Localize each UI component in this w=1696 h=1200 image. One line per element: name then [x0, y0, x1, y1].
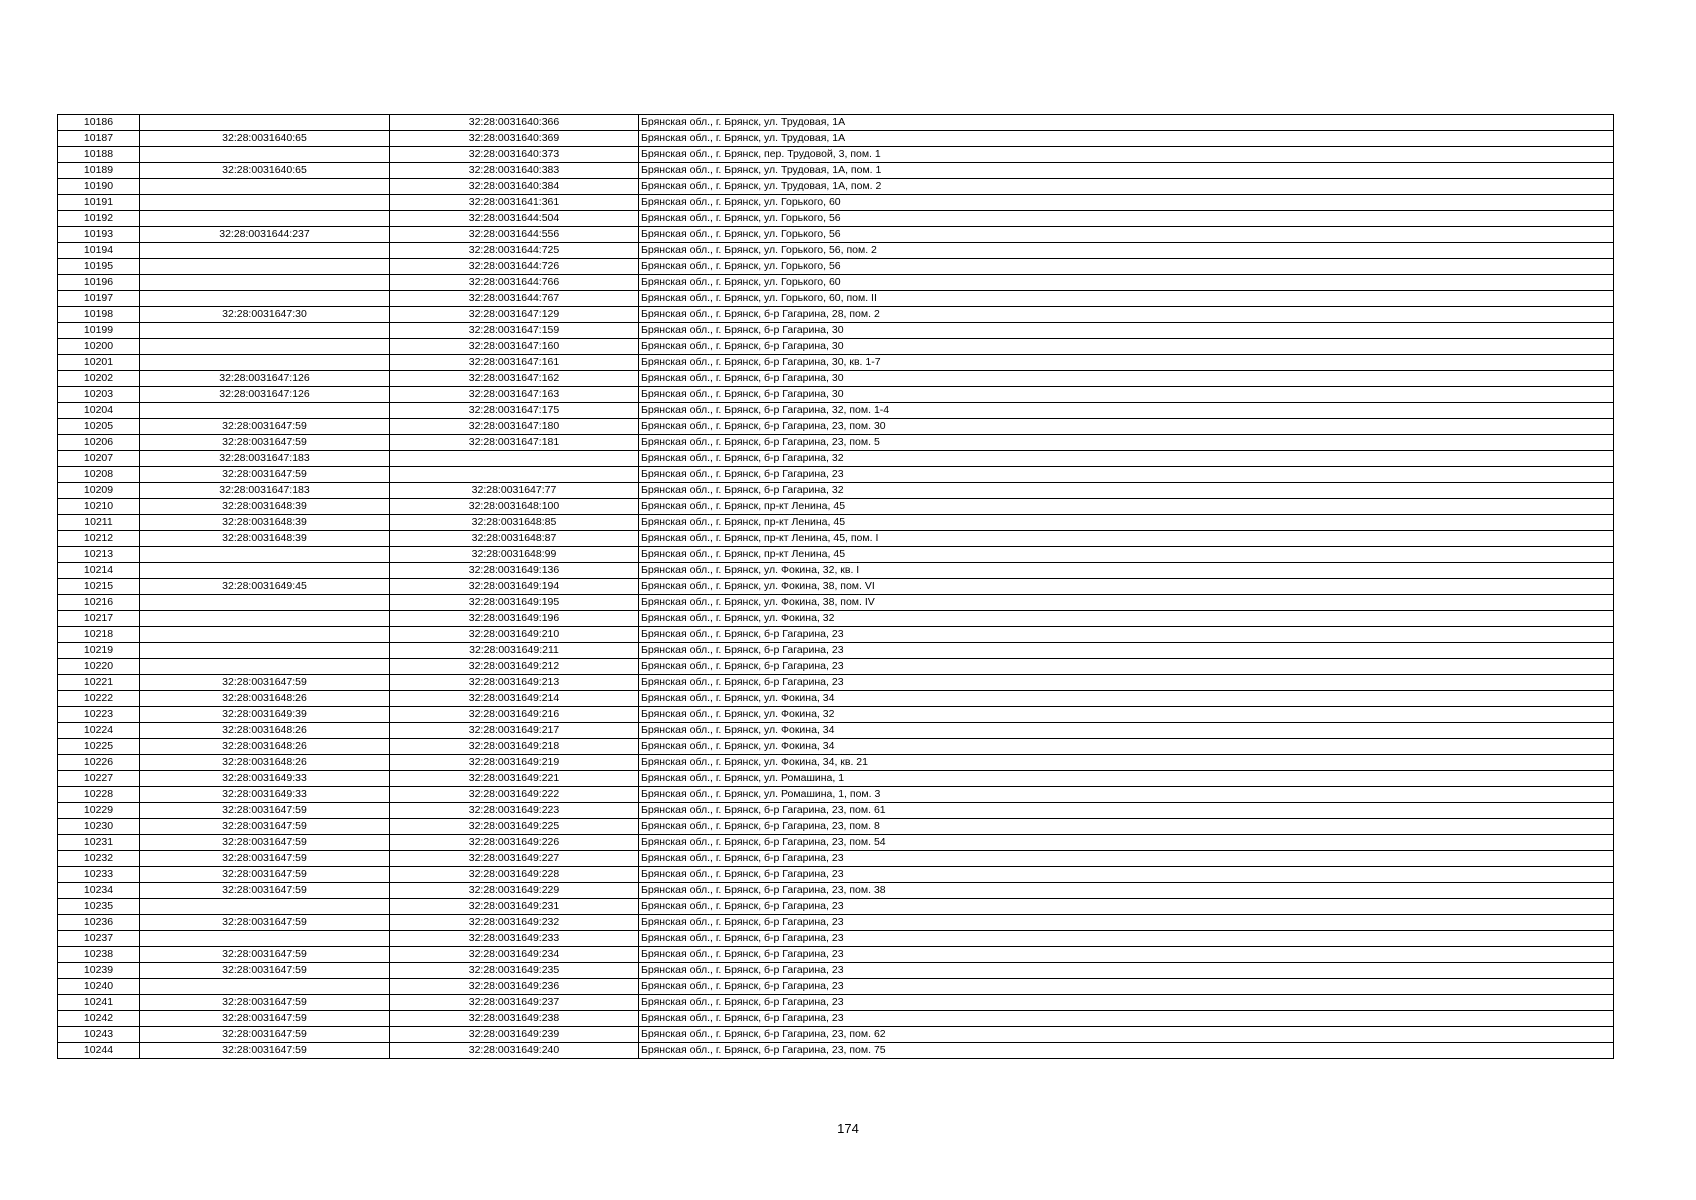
cadastral-number-cell: 32:28:0031647:160 — [390, 339, 639, 355]
address-cell: Брянская обл., г. Брянск, ул. Трудовая, 1А — [639, 115, 1614, 131]
table-row — [58, 723, 1614, 739]
cadastral-number-cell: 32:28:0031649:226 — [390, 835, 639, 851]
address-cell: Брянская обл., г. Брянск, ул. Трудовая, 1А, пом. 1 — [639, 163, 1614, 179]
table-row — [58, 131, 1614, 147]
parent-cadastral-number-cell: 32:28:0031647:59 — [140, 947, 390, 963]
cadastral-number-cell: 32:28:0031644:504 — [390, 211, 639, 227]
address-cell: Брянская обл., г. Брянск, ул. Фокина, 34 — [639, 739, 1614, 755]
table-row — [58, 483, 1614, 499]
table-row — [58, 1043, 1614, 1059]
parent-cadastral-number-cell: 32:28:0031647:183 — [140, 483, 390, 499]
cadastral-number-cell: 32:28:0031649:212 — [390, 659, 639, 675]
table-row — [58, 179, 1614, 195]
address-cell: Брянская обл., г. Брянск, б-р Гагарина, 23 — [639, 915, 1614, 931]
table-row — [58, 675, 1614, 691]
cadastral-number-cell: 32:28:0031649:217 — [390, 723, 639, 739]
row-number-cell: 10243 — [58, 1027, 140, 1043]
table-row — [58, 499, 1614, 515]
table-row — [58, 915, 1614, 931]
row-number-cell: 10228 — [58, 787, 140, 803]
parent-cadastral-number-cell: 32:28:0031648:39 — [140, 499, 390, 515]
cadastral-number-cell: 32:28:0031647:163 — [390, 387, 639, 403]
registry-table — [57, 114, 1614, 1059]
cadastral-number-cell: 32:28:0031649:136 — [390, 563, 639, 579]
address-cell: Брянская обл., г. Брянск, ул. Фокина, 32 — [639, 707, 1614, 723]
cadastral-number-cell: 32:28:0031649:235 — [390, 963, 639, 979]
cadastral-number-cell: 32:28:0031649:222 — [390, 787, 639, 803]
address-cell: Брянская обл., г. Брянск, ул. Фокина, 32 — [639, 611, 1614, 627]
address-cell: Брянская обл., г. Брянск, ул. Горького, 60 — [639, 195, 1614, 211]
cadastral-number-cell: 32:28:0031649:196 — [390, 611, 639, 627]
cadastral-number-cell — [390, 467, 639, 483]
address-cell: Брянская обл., г. Брянск, ул. Фокина, 38, пом. VI — [639, 579, 1614, 595]
parent-cadastral-number-cell — [140, 563, 390, 579]
address-cell: Брянская обл., г. Брянск, б-р Гагарина, 30 — [639, 387, 1614, 403]
parent-cadastral-number-cell — [140, 339, 390, 355]
table-row — [58, 755, 1614, 771]
cadastral-number-cell: 32:28:0031649:232 — [390, 915, 639, 931]
table-row — [58, 531, 1614, 547]
row-number-cell: 10236 — [58, 915, 140, 931]
parent-cadastral-number-cell: 32:28:0031647:59 — [140, 803, 390, 819]
cadastral-number-cell: 32:28:0031644:767 — [390, 291, 639, 307]
cadastral-number-cell: 32:28:0031649:213 — [390, 675, 639, 691]
table-row — [58, 611, 1614, 627]
table-row — [58, 387, 1614, 403]
address-cell: Брянская обл., г. Брянск, б-р Гагарина, 23, пом. 5 — [639, 435, 1614, 451]
parent-cadastral-number-cell — [140, 243, 390, 259]
table-row — [58, 275, 1614, 291]
parent-cadastral-number-cell — [140, 259, 390, 275]
table-row — [58, 643, 1614, 659]
row-number-cell: 10231 — [58, 835, 140, 851]
row-number-cell: 10223 — [58, 707, 140, 723]
address-cell: Брянская обл., г. Брянск, пер. Трудовой, 3, пом. 1 — [639, 147, 1614, 163]
row-number-cell: 10200 — [58, 339, 140, 355]
row-number-cell: 10221 — [58, 675, 140, 691]
row-number-cell: 10217 — [58, 611, 140, 627]
parent-cadastral-number-cell — [140, 931, 390, 947]
table-row — [58, 451, 1614, 467]
table-row — [58, 563, 1614, 579]
parent-cadastral-number-cell — [140, 979, 390, 995]
row-number-cell: 10226 — [58, 755, 140, 771]
address-cell: Брянская обл., г. Брянск, б-р Гагарина, 23 — [639, 675, 1614, 691]
cadastral-number-cell: 32:28:0031640:383 — [390, 163, 639, 179]
table-row — [58, 867, 1614, 883]
address-cell: Брянская обл., г. Брянск, пр-кт Ленина, 45 — [639, 547, 1614, 563]
cadastral-number-cell: 32:28:0031640:366 — [390, 115, 639, 131]
row-number-cell: 10229 — [58, 803, 140, 819]
cadastral-number-cell: 32:28:0031649:237 — [390, 995, 639, 1011]
parent-cadastral-number-cell: 32:28:0031647:59 — [140, 883, 390, 899]
parent-cadastral-number-cell — [140, 211, 390, 227]
cadastral-number-cell: 32:28:0031644:766 — [390, 275, 639, 291]
cadastral-number-cell: 32:28:0031647:180 — [390, 419, 639, 435]
table-row — [58, 403, 1614, 419]
cadastral-number-cell: 32:28:0031640:373 — [390, 147, 639, 163]
parent-cadastral-number-cell — [140, 147, 390, 163]
parent-cadastral-number-cell — [140, 179, 390, 195]
row-number-cell: 10214 — [58, 563, 140, 579]
row-number-cell: 10216 — [58, 595, 140, 611]
address-cell: Брянская обл., г. Брянск, б-р Гагарина, 23 — [639, 467, 1614, 483]
address-cell: Брянская обл., г. Брянск, б-р Гагарина, 30 — [639, 339, 1614, 355]
table-row — [58, 259, 1614, 275]
cadastral-number-cell: 32:28:0031647:181 — [390, 435, 639, 451]
row-number-cell: 10206 — [58, 435, 140, 451]
row-number-cell: 10188 — [58, 147, 140, 163]
row-number-cell: 10204 — [58, 403, 140, 419]
row-number-cell: 10194 — [58, 243, 140, 259]
parent-cadastral-number-cell: 32:28:0031647:30 — [140, 307, 390, 323]
table-row — [58, 995, 1614, 1011]
row-number-cell: 10208 — [58, 467, 140, 483]
parent-cadastral-number-cell: 32:28:0031648:26 — [140, 723, 390, 739]
table-row — [58, 323, 1614, 339]
row-number-cell: 10201 — [58, 355, 140, 371]
table-row — [58, 147, 1614, 163]
table-row — [58, 307, 1614, 323]
parent-cadastral-number-cell — [140, 643, 390, 659]
cadastral-number-cell: 32:28:0031647:175 — [390, 403, 639, 419]
address-cell: Брянская обл., г. Брянск, ул. Трудовая, 1А, пом. 2 — [639, 179, 1614, 195]
cadastral-number-cell: 32:28:0031644:725 — [390, 243, 639, 259]
cadastral-number-cell: 32:28:0031649:216 — [390, 707, 639, 723]
row-number-cell: 10213 — [58, 547, 140, 563]
cadastral-number-cell: 32:28:0031647:162 — [390, 371, 639, 387]
row-number-cell: 10242 — [58, 1011, 140, 1027]
cadastral-number-cell: 32:28:0031649:225 — [390, 819, 639, 835]
address-cell: Брянская обл., г. Брянск, пр-кт Ленина, 45 — [639, 499, 1614, 515]
parent-cadastral-number-cell: 32:28:0031647:59 — [140, 867, 390, 883]
parent-cadastral-number-cell: 32:28:0031649:45 — [140, 579, 390, 595]
cadastral-number-cell: 32:28:0031649:195 — [390, 595, 639, 611]
row-number-cell: 10198 — [58, 307, 140, 323]
parent-cadastral-number-cell: 32:28:0031649:33 — [140, 787, 390, 803]
address-cell: Брянская обл., г. Брянск, б-р Гагарина, 23 — [639, 1011, 1614, 1027]
parent-cadastral-number-cell: 32:28:0031640:65 — [140, 131, 390, 147]
row-number-cell: 10186 — [58, 115, 140, 131]
cadastral-number-cell: 32:28:0031648:87 — [390, 531, 639, 547]
row-number-cell: 10199 — [58, 323, 140, 339]
cadastral-number-cell: 32:28:0031649:194 — [390, 579, 639, 595]
parent-cadastral-number-cell: 32:28:0031647:59 — [140, 1043, 390, 1059]
parent-cadastral-number-cell — [140, 899, 390, 915]
row-number-cell: 10219 — [58, 643, 140, 659]
cadastral-number-cell: 32:28:0031641:361 — [390, 195, 639, 211]
table-row — [58, 211, 1614, 227]
table-row — [58, 627, 1614, 643]
table-row — [58, 835, 1614, 851]
row-number-cell: 10238 — [58, 947, 140, 963]
row-number-cell: 10202 — [58, 371, 140, 387]
address-cell: Брянская обл., г. Брянск, ул. Фокина, 34 — [639, 691, 1614, 707]
table-row — [58, 227, 1614, 243]
address-cell: Брянская обл., г. Брянск, ул. Фокина, 34 — [639, 723, 1614, 739]
address-cell: Брянская обл., г. Брянск, б-р Гагарина, 23, пом. 38 — [639, 883, 1614, 899]
address-cell: Брянская обл., г. Брянск, ул. Горького, 56, пом. 2 — [639, 243, 1614, 259]
parent-cadastral-number-cell — [140, 323, 390, 339]
address-cell: Брянская обл., г. Брянск, ул. Горького, 60, пом. II — [639, 291, 1614, 307]
row-number-cell: 10225 — [58, 739, 140, 755]
address-cell: Брянская обл., г. Брянск, ул. Горького, 56 — [639, 211, 1614, 227]
parent-cadastral-number-cell — [140, 403, 390, 419]
row-number-cell: 10193 — [58, 227, 140, 243]
address-cell: Брянская обл., г. Брянск, б-р Гагарина, 23 — [639, 627, 1614, 643]
parent-cadastral-number-cell: 32:28:0031647:59 — [140, 963, 390, 979]
row-number-cell: 10192 — [58, 211, 140, 227]
cadastral-number-cell: 32:28:0031649:231 — [390, 899, 639, 915]
parent-cadastral-number-cell: 32:28:0031648:26 — [140, 691, 390, 707]
row-number-cell: 10207 — [58, 451, 140, 467]
table-row — [58, 291, 1614, 307]
table-row — [58, 963, 1614, 979]
cadastral-number-cell: 32:28:0031649:234 — [390, 947, 639, 963]
parent-cadastral-number-cell — [140, 291, 390, 307]
row-number-cell: 10209 — [58, 483, 140, 499]
parent-cadastral-number-cell: 32:28:0031647:59 — [140, 1011, 390, 1027]
cadastral-number-cell: 32:28:0031648:100 — [390, 499, 639, 515]
address-cell: Брянская обл., г. Брянск, б-р Гагарина, 30 — [639, 323, 1614, 339]
table-row — [58, 355, 1614, 371]
table-row — [58, 1027, 1614, 1043]
parent-cadastral-number-cell: 32:28:0031647:59 — [140, 1027, 390, 1043]
parent-cadastral-number-cell: 32:28:0031647:59 — [140, 467, 390, 483]
cadastral-number-cell: 32:28:0031647:161 — [390, 355, 639, 371]
address-cell: Брянская обл., г. Брянск, б-р Гагарина, 23 — [639, 995, 1614, 1011]
parent-cadastral-number-cell: 32:28:0031647:126 — [140, 387, 390, 403]
address-cell: Брянская обл., г. Брянск, б-р Гагарина, 23 — [639, 659, 1614, 675]
cadastral-number-cell: 32:28:0031649:210 — [390, 627, 639, 643]
parent-cadastral-number-cell: 32:28:0031648:26 — [140, 739, 390, 755]
table-row — [58, 883, 1614, 899]
cadastral-number-cell: 32:28:0031649:233 — [390, 931, 639, 947]
row-number-cell: 10235 — [58, 899, 140, 915]
parent-cadastral-number-cell: 32:28:0031647:59 — [140, 835, 390, 851]
parent-cadastral-number-cell: 32:28:0031647:183 — [140, 451, 390, 467]
address-cell: Брянская обл., г. Брянск, б-р Гагарина, 23 — [639, 851, 1614, 867]
parent-cadastral-number-cell — [140, 547, 390, 563]
table-row — [58, 979, 1614, 995]
address-cell: Брянская обл., г. Брянск, б-р Гагарина, 30 — [639, 371, 1614, 387]
cadastral-number-cell: 32:28:0031647:77 — [390, 483, 639, 499]
address-cell: Брянская обл., г. Брянск, ул. Горького, 60 — [639, 275, 1614, 291]
table-row — [58, 947, 1614, 963]
row-number-cell: 10224 — [58, 723, 140, 739]
address-cell: Брянская обл., г. Брянск, б-р Гагарина, 23 — [639, 867, 1614, 883]
parent-cadastral-number-cell — [140, 659, 390, 675]
parent-cadastral-number-cell: 32:28:0031647:59 — [140, 819, 390, 835]
row-number-cell: 10230 — [58, 819, 140, 835]
address-cell: Брянская обл., г. Брянск, ул. Фокина, 32, кв. I — [639, 563, 1614, 579]
table-row — [58, 819, 1614, 835]
cadastral-number-cell: 32:28:0031649:229 — [390, 883, 639, 899]
table-row — [58, 515, 1614, 531]
cadastral-number-cell: 32:28:0031648:99 — [390, 547, 639, 563]
row-number-cell: 10196 — [58, 275, 140, 291]
address-cell: Брянская обл., г. Брянск, б-р Гагарина, 23, пом. 61 — [639, 803, 1614, 819]
address-cell: Брянская обл., г. Брянск, б-р Гагарина, 23, пом. 62 — [639, 1027, 1614, 1043]
parent-cadastral-number-cell: 32:28:0031647:59 — [140, 995, 390, 1011]
row-number-cell: 10189 — [58, 163, 140, 179]
parent-cadastral-number-cell: 32:28:0031644:237 — [140, 227, 390, 243]
cadastral-number-cell: 32:28:0031649:221 — [390, 771, 639, 787]
table-row — [58, 243, 1614, 259]
cadastral-number-cell: 32:28:0031649:228 — [390, 867, 639, 883]
table-row — [58, 467, 1614, 483]
registry-table-body — [58, 115, 1614, 1059]
cadastral-number-cell: 32:28:0031647:129 — [390, 307, 639, 323]
cadastral-number-cell: 32:28:0031649:239 — [390, 1027, 639, 1043]
row-number-cell: 10210 — [58, 499, 140, 515]
table-row — [58, 595, 1614, 611]
table-row — [58, 787, 1614, 803]
table-row — [58, 803, 1614, 819]
parent-cadastral-number-cell: 32:28:0031649:33 — [140, 771, 390, 787]
row-number-cell: 10222 — [58, 691, 140, 707]
cadastral-number-cell: 32:28:0031640:384 — [390, 179, 639, 195]
row-number-cell: 10187 — [58, 131, 140, 147]
cadastral-number-cell: 32:28:0031649:218 — [390, 739, 639, 755]
row-number-cell: 10212 — [58, 531, 140, 547]
parent-cadastral-number-cell: 32:28:0031647:59 — [140, 419, 390, 435]
parent-cadastral-number-cell — [140, 195, 390, 211]
table-row — [58, 435, 1614, 451]
table-row — [58, 371, 1614, 387]
row-number-cell: 10232 — [58, 851, 140, 867]
parent-cadastral-number-cell — [140, 115, 390, 131]
address-cell: Брянская обл., г. Брянск, б-р Гагарина, 23, пом. 8 — [639, 819, 1614, 835]
address-cell: Брянская обл., г. Брянск, ул. Ромашина, 1 — [639, 771, 1614, 787]
row-number-cell: 10191 — [58, 195, 140, 211]
cadastral-number-cell: 32:28:0031649:223 — [390, 803, 639, 819]
cadastral-number-cell: 32:28:0031649:211 — [390, 643, 639, 659]
cadastral-number-cell: 32:28:0031644:556 — [390, 227, 639, 243]
cadastral-number-cell: 32:28:0031649:238 — [390, 1011, 639, 1027]
parent-cadastral-number-cell: 32:28:0031648:39 — [140, 531, 390, 547]
parent-cadastral-number-cell — [140, 611, 390, 627]
address-cell: Брянская обл., г. Брянск, б-р Гагарина, 23, пом. 30 — [639, 419, 1614, 435]
address-cell: Брянская обл., г. Брянск, б-р Гагарина, 23 — [639, 947, 1614, 963]
cadastral-number-cell: 32:28:0031649:214 — [390, 691, 639, 707]
cadastral-number-cell: 32:28:0031649:236 — [390, 979, 639, 995]
address-cell: Брянская обл., г. Брянск, б-р Гагарина, 23 — [639, 963, 1614, 979]
row-number-cell: 10203 — [58, 387, 140, 403]
address-cell: Брянская обл., г. Брянск, б-р Гагарина, 32 — [639, 483, 1614, 499]
table-row — [58, 707, 1614, 723]
address-cell: Брянская обл., г. Брянск, б-р Гагарина, 23, пом. 54 — [639, 835, 1614, 851]
row-number-cell: 10241 — [58, 995, 140, 1011]
parent-cadastral-number-cell: 32:28:0031640:65 — [140, 163, 390, 179]
table-row — [58, 931, 1614, 947]
row-number-cell: 10244 — [58, 1043, 140, 1059]
cadastral-number-cell: 32:28:0031640:369 — [390, 131, 639, 147]
parent-cadastral-number-cell: 32:28:0031647:59 — [140, 915, 390, 931]
table-row — [58, 851, 1614, 867]
table-row — [58, 115, 1614, 131]
address-cell: Брянская обл., г. Брянск, пр-кт Ленина, 45, пом. I — [639, 531, 1614, 547]
row-number-cell: 10211 — [58, 515, 140, 531]
address-cell: Брянская обл., г. Брянск, б-р Гагарина, 32, пом. 1-4 — [639, 403, 1614, 419]
row-number-cell: 10205 — [58, 419, 140, 435]
cadastral-number-cell: 32:28:0031649:219 — [390, 755, 639, 771]
table-row — [58, 195, 1614, 211]
parent-cadastral-number-cell — [140, 627, 390, 643]
address-cell: Брянская обл., г. Брянск, б-р Гагарина, 23 — [639, 979, 1614, 995]
cadastral-number-cell: 32:28:0031649:227 — [390, 851, 639, 867]
address-cell: Брянская обл., г. Брянск, б-р Гагарина, 32 — [639, 451, 1614, 467]
table-row — [58, 739, 1614, 755]
parent-cadastral-number-cell: 32:28:0031647:59 — [140, 435, 390, 451]
parent-cadastral-number-cell: 32:28:0031648:26 — [140, 755, 390, 771]
table-row — [58, 339, 1614, 355]
parent-cadastral-number-cell: 32:28:0031649:39 — [140, 707, 390, 723]
parent-cadastral-number-cell — [140, 275, 390, 291]
row-number-cell: 10240 — [58, 979, 140, 995]
parent-cadastral-number-cell: 32:28:0031648:39 — [140, 515, 390, 531]
row-number-cell: 10233 — [58, 867, 140, 883]
parent-cadastral-number-cell: 32:28:0031647:126 — [140, 371, 390, 387]
address-cell: Брянская обл., г. Брянск, б-р Гагарина, 28, пом. 2 — [639, 307, 1614, 323]
address-cell: Брянская обл., г. Брянск, б-р Гагарина, 23 — [639, 643, 1614, 659]
table-row — [58, 659, 1614, 675]
cadastral-number-cell: 32:28:0031647:159 — [390, 323, 639, 339]
table-row — [58, 899, 1614, 915]
parent-cadastral-number-cell — [140, 355, 390, 371]
row-number-cell: 10220 — [58, 659, 140, 675]
table-row — [58, 163, 1614, 179]
row-number-cell: 10197 — [58, 291, 140, 307]
table-row — [58, 771, 1614, 787]
address-cell: Брянская обл., г. Брянск, б-р Гагарина, 23, пом. 75 — [639, 1043, 1614, 1059]
row-number-cell: 10218 — [58, 627, 140, 643]
parent-cadastral-number-cell: 32:28:0031647:59 — [140, 851, 390, 867]
address-cell: Брянская обл., г. Брянск, б-р Гагарина, 23 — [639, 899, 1614, 915]
page-number: 174 — [837, 1121, 859, 1136]
address-cell: Брянская обл., г. Брянск, ул. Фокина, 34, кв. 21 — [639, 755, 1614, 771]
row-number-cell: 10215 — [58, 579, 140, 595]
row-number-cell: 10237 — [58, 931, 140, 947]
address-cell: Брянская обл., г. Брянск, ул. Горького, 56 — [639, 259, 1614, 275]
cadastral-number-cell — [390, 451, 639, 467]
table-row — [58, 579, 1614, 595]
address-cell: Брянская обл., г. Брянск, ул. Фокина, 38, пом. IV — [639, 595, 1614, 611]
address-cell: Брянская обл., г. Брянск, ул. Ромашина, 1, пом. 3 — [639, 787, 1614, 803]
cadastral-number-cell: 32:28:0031648:85 — [390, 515, 639, 531]
table-row — [58, 691, 1614, 707]
address-cell: Брянская обл., г. Брянск, ул. Трудовая, 1А — [639, 131, 1614, 147]
parent-cadastral-number-cell: 32:28:0031647:59 — [140, 675, 390, 691]
address-cell: Брянская обл., г. Брянск, ул. Горького, 56 — [639, 227, 1614, 243]
address-cell: Брянская обл., г. Брянск, б-р Гагарина, 23 — [639, 931, 1614, 947]
row-number-cell: 10195 — [58, 259, 140, 275]
cadastral-number-cell: 32:28:0031649:240 — [390, 1043, 639, 1059]
address-cell: Брянская обл., г. Брянск, б-р Гагарина, 30, кв. 1-7 — [639, 355, 1614, 371]
row-number-cell: 10239 — [58, 963, 140, 979]
cadastral-number-cell: 32:28:0031644:726 — [390, 259, 639, 275]
table-row — [58, 1011, 1614, 1027]
row-number-cell: 10190 — [58, 179, 140, 195]
table-row — [58, 547, 1614, 563]
table-row — [58, 419, 1614, 435]
parent-cadastral-number-cell — [140, 595, 390, 611]
address-cell: Брянская обл., г. Брянск, пр-кт Ленина, 45 — [639, 515, 1614, 531]
row-number-cell: 10227 — [58, 771, 140, 787]
row-number-cell: 10234 — [58, 883, 140, 899]
